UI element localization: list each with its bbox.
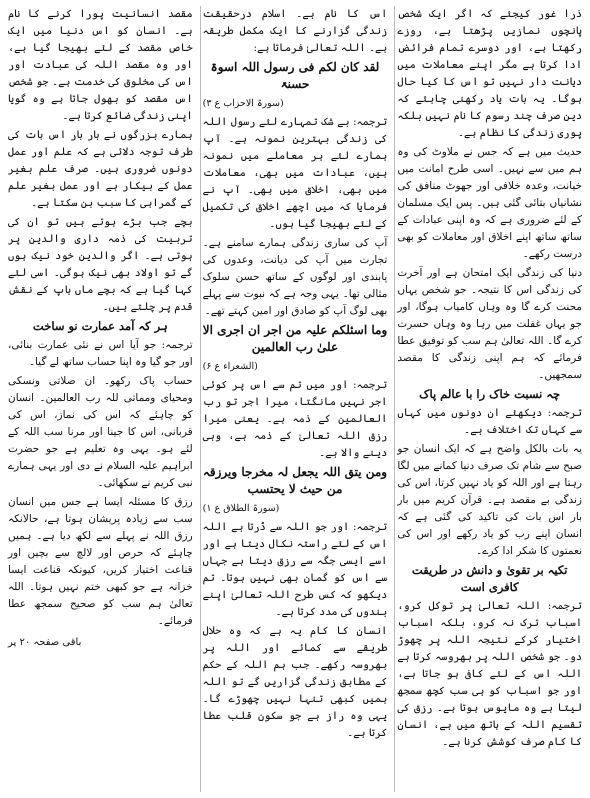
verse-reference: (سورۃ الاحزاب ع ۳) [202, 98, 284, 109]
verse-reference: (سورۃ الطلاق ع ۱) [202, 503, 280, 514]
column-left [6, 6, 195, 792]
arabic-verse: ومن یتق اللہ یجعل لہ مخرجا ویرزقہ من حیث لا یحتسب [202, 465, 388, 496]
verse-reference: (الشعراء ع ۶) [202, 361, 258, 372]
paragraph: ترجمہ: بے شک تمہارے لئے رسول اللہ کی زندگی بہترین نمونہ ہے۔ آپ ہمارے لئے ہر معاملے میں نمونہ ہیں، عبادات میں بھی، معاملات میں بھی، اخلاق میں بھی۔ آپ نے فرمایا کہ میں اچھے اخلاق کی تکمیل کے لئے بھیجا گیا ہوں۔ [202, 116, 388, 230]
column-right [395, 6, 584, 792]
paragraph: ترجمہ: اور میں تم سے اس پر کوئی اجر نہیں مانگتا، میرا اجر تو رب العالمین کے ذمہ ہے۔ یعنی میرا رزق اللہ تعالیٰ کے ذمہ ہے، وہی دینے والا ہے۔ [202, 379, 388, 459]
arabic-verse: وما اسئلکم علیہ من اجر ان اجری الا علیٰ رب العالمین [202, 323, 388, 354]
paragraph: رزق کا مسئلہ ایسا ہے جس میں انسان سب سے زیادہ پریشان ہوتا ہے، حالانکہ رزق اللہ نے پہلے سے لکھ دیا ہے۔ ہمیں چاہئے کہ حرص اور لالچ سے بچیں اور قناعت اختیار کریں، کیونکہ قناعت ایسا خزانہ ہے جو کبھی ختم نہیں ہوتا۔ اللہ تعالیٰ ہم سب کو صحیح سمجھ عطا فرمائے۔ [7, 496, 193, 627]
column-middle [201, 6, 390, 792]
paragraph: حدیث میں ہے کہ جس نے ملاوٹ کی وہ ہم میں سے نہیں۔ اسی طرح امانت میں خیانت، وعدہ خلافی اور جھوٹ منافق کی نشانیاں بتائی گئی ہیں۔ پس ایک مسلمان کے لئے ضروری ہے کہ وہ اپنی عبادات کے ساتھ ساتھ اپنے اخلاق اور معاملات کو بھی درست رکھے۔ [397, 146, 582, 260]
verse-heading: چہ نسبت خاک را با عالم پاک [419, 387, 561, 401]
paragraph: آپ کی ساری زندگی ہمارے سامنے ہے۔ تجارت میں آپ کی دیانت، وعدوں کی پابندی اور لوگوں کے ساتھ حسن سلوک مثالی تھا۔ یہی وجہ ہے کہ نبوت سے پہلے بھی لوگ آپ کو صادق اور امین کہتے تھے۔ [202, 237, 388, 317]
paragraph: ترجمہ: دیکھئے ان دونوں میں کہاں سے کہاں تک اختلاف ہے۔ [397, 407, 582, 436]
arabic-verse: لقد کان لکم فی رسول اللہ اسوۃ حسنۃ [210, 60, 380, 91]
text-columns [6, 6, 584, 792]
verse-heading: ہر کہ آمد عمارت نو ساخت [32, 319, 168, 333]
paragraph: بچے جب بڑے ہوتے ہیں تو ان کی تربیت کی ذمہ داری والدین پر ہوتی ہے۔ اگر والدین خود نیک ہوں گے تو اولاد بھی نیک ہوگی۔ اسی لئے کہا گیا ہے کہ بچے ماں باپ کے نقش قدم پر چلتے ہیں۔ [7, 216, 193, 313]
paragraph: ترجمہ: جو آیا اس نے نئی عمارت بنائی، اور جو گیا وہ اپنا حساب ساتھ لے گیا۔ [7, 339, 193, 368]
paragraph: ہمارے بزرگوں نے بار بار اس بات کی طرف توجہ دلائی ہے کہ علم اور عمل دونوں ضروری ہیں۔ صرف علم بغیر عمل کے بیکار ہے اور عمل بغیر علم کے گمراہی کا سبب بن سکتا ہے۔ [7, 129, 193, 209]
continued-note: باقی صفحہ ۲۰ پر [7, 637, 82, 648]
paragraph: مقصد انسانیت پورا کرنے کا نام ہے۔ انسان کو اس دنیا میں ایک خاص مقصد کے لئے بھیجا گیا ہے، اور وہ مقصد اللہ کی عبادت اور اس کی مخلوق کی خدمت ہے۔ جو شخص اس مقصد کو بھول جاتا ہے وہ گویا اپنی زندگی ضائع کرتا ہے۔ [7, 8, 193, 122]
paragraph: حساب پاک رکھو۔ ان صلاتی ونسکی ومحیای ومماتی للہ رب العالمین۔ انسان کو چاہئے کہ اس کی نماز، اس کی قربانی، اس کا جینا اور مرنا سب اللہ کے لئے ہو۔ یہی وہ تعلیم ہے جو حضرت ابراہیم علیہ السلام نے دی اور یہی ہمارے نبی کریم نے سکھائی۔ [7, 375, 193, 489]
paragraph: ترجمہ: اللہ تعالیٰ پر توکل کرو، اسباب ترک نہ کرو، بلکہ اسباب اختیار کرکے نتیجہ اللہ پر چھوڑ دو۔ جو شخص اللہ پر بھروسہ کرتا ہے اللہ اس کے لئے کافی ہو جاتا ہے، اور جو اسباب کو ہی سب کچھ سمجھ لیتا ہے وہ مایوس ہوتا ہے۔ رزق کی تقسیم اللہ کے ہاتھ میں ہے، انسان کا کام صرف کوشش کرنا ہے۔ [397, 600, 582, 748]
paragraph: دنیا کی زندگی ایک امتحان ہے اور آخرت کی زندگی اس کا نتیجہ۔ جو شخص یہاں محنت کرے گا وہ وہاں کامیاب ہوگا، اور جو یہاں غفلت میں رہا وہ وہاں حسرت کرے گا۔ اللہ تعالیٰ ہم سب کو توفیق عطا فرمائے کہ ہم اپنی زندگی کا مقصد سمجھیں۔ [397, 267, 582, 381]
paragraph: ترجمہ: اور جو اللہ سے ڈرتا ہے اللہ اس کے لئے راستہ نکال دیتا ہے اور اسے ایسی جگہ سے رزق دیتا ہے جہاں سے اس کو گمان بھی نہیں ہوتا۔ تم دیکھو کہ کس طرح اللہ تعالیٰ اپنے بندوں کی مدد کرتا ہے۔ [202, 521, 388, 618]
verse-heading: تکیہ بر تقویٰ و دانش در طریقت کافری است [411, 563, 568, 594]
column-divider [200, 6, 201, 792]
paragraph: یہ بات بالکل واضح ہے کہ ایک انسان جو صبح سے شام تک صرف دنیا کمانے میں لگا رہتا ہے اور اللہ کو یاد نہیں کرتا، اس کی زندگی بے مقصد ہے۔ قرآن کریم میں بار بار اس بات کی تاکید کی گئی ہے کہ انسان اپنے رب کو یاد رکھے اور اس کی نعمتوں کا شکر ادا کرے۔ [397, 443, 582, 557]
column-divider [394, 6, 395, 792]
paragraph: ذرا غور کیجئے کہ اگر ایک شخص پانچوں نمازیں پڑھتا ہے، روزے رکھتا ہے، اور دوسرے تمام فرائض ادا کرتا ہے مگر اپنے معاملات میں دیانت دار نہیں تو اس کا کیا حال ہوگا۔ یہ بات یاد رکھنی چاہئے کہ دین صرف چند رسوم کا نام نہیں بلکہ پوری زندگی کا نظام ہے۔ [397, 8, 582, 139]
paragraph: انسان کا کام یہ ہے کہ وہ حلال طریقے سے کمائے اور اللہ پر بھروسہ رکھے۔ جب ہم اللہ کے حکم کے مطابق زندگی گزاریں گے تو اللہ ہمیں کبھی تنہا نہیں چھوڑے گا۔ یہی وہ راز ہے جو سکون قلب عطا کرتا ہے۔ [202, 625, 388, 739]
paragraph: اس کا نام ہے۔ اسلام درحقیقت زندگی گزارنے کا ایک مکمل طریقہ ہے۔ اللہ تعالیٰ فرماتا ہے: [202, 8, 388, 54]
